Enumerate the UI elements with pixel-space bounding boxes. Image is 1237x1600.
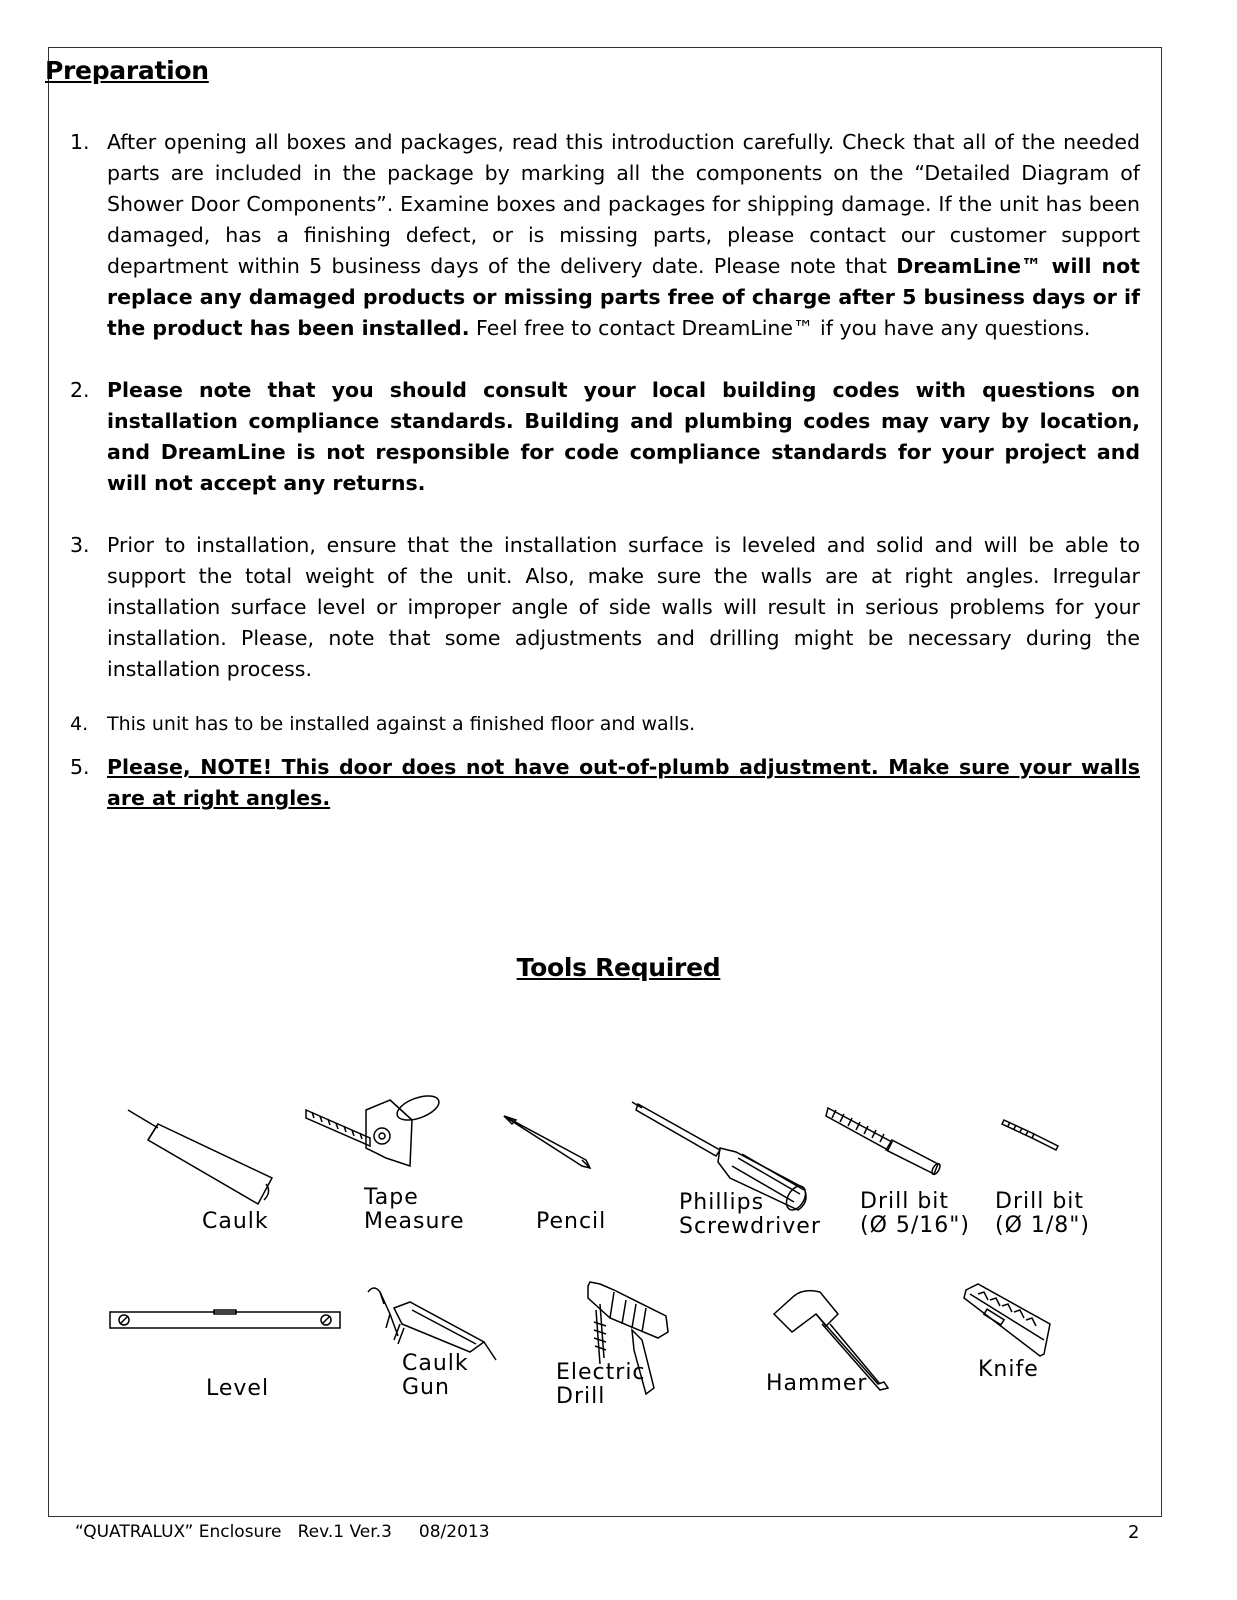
tool-label-line: Phillips bbox=[679, 1190, 765, 1215]
tool-label-line: Tape bbox=[364, 1185, 419, 1210]
item-number: 1. bbox=[70, 130, 90, 154]
drill-bit-small-icon bbox=[1000, 1116, 1065, 1158]
item-text: Prior to installation, ensure that the installation surface is leveled and solid and will be able to support the total weight of the unit. Also, make sure the walls are at right angles. Irregular installation surface level or improper angle of side walls will result in serious problems for your installation. Please, note that some adjustments and drilling might be necessary during the installation process. bbox=[107, 533, 1140, 681]
tool-label-line: Screwdriver bbox=[679, 1214, 821, 1239]
tool-label-pencil: Pencil bbox=[536, 1209, 607, 1234]
tool-label-tape-measure bbox=[364, 1186, 465, 1234]
tool-label-caulk-gun bbox=[402, 1352, 469, 1400]
level-icon bbox=[106, 1306, 344, 1334]
item-text: Feel free to contact DreamLine™ if you have any questions. bbox=[469, 316, 1091, 340]
tool-label-line: Measure bbox=[364, 1209, 465, 1234]
tool-label-drill-bit-large bbox=[860, 1190, 970, 1238]
tool-label-line: Drill bit bbox=[995, 1189, 1085, 1214]
item-text-bold: DreamLine™ will not replace any damaged products or missing parts free of charge after 5 business days or if the product has been installed. bbox=[107, 254, 1140, 340]
item-number: 4. bbox=[70, 713, 89, 735]
tool-label-line: Drill bbox=[556, 1384, 606, 1409]
tool-label-line: (Ø 5/16") bbox=[860, 1213, 970, 1238]
item-number: 5. bbox=[70, 755, 90, 779]
footer-document-info: “QUATRALUX” Enclosure Rev.1 Ver.3 08/2013 bbox=[75, 1522, 490, 1542]
section-title: Preparation bbox=[45, 56, 209, 85]
tool-label-caulk: Caulk bbox=[202, 1209, 269, 1234]
tool-label-screwdriver bbox=[679, 1191, 821, 1239]
item-text-bold-underline: Please, NOTE! This door does not have out-of-plumb adjustment. Make sure your walls are at right angles. bbox=[107, 755, 1140, 810]
footer-page-number: 2 bbox=[1128, 1522, 1140, 1543]
tool-label-drill-bit-small bbox=[995, 1190, 1090, 1238]
tool-label-line: Caulk bbox=[402, 1351, 469, 1376]
tool-label-line: Drill bit bbox=[860, 1189, 950, 1214]
tool-label-level: Level bbox=[206, 1376, 270, 1401]
drill-bit-large-icon bbox=[822, 1102, 947, 1180]
tools-title: Tools Required bbox=[516, 953, 721, 982]
utility-knife-icon bbox=[958, 1280, 1058, 1360]
item-number: 3. bbox=[70, 533, 90, 557]
caulk-tube-icon bbox=[120, 1100, 280, 1210]
tool-label-line: (Ø 1/8") bbox=[995, 1213, 1091, 1238]
tool-label-line: Gun bbox=[402, 1375, 450, 1400]
list-item bbox=[70, 709, 1140, 740]
tool-label-electric-drill bbox=[556, 1361, 646, 1409]
tool-label-line: Electric bbox=[556, 1360, 646, 1385]
list-item bbox=[70, 375, 1140, 499]
tape-measure-icon bbox=[300, 1092, 450, 1172]
tool-label-hammer: Hammer bbox=[766, 1371, 868, 1396]
item-text: After opening all boxes and packages, read this introduction carefully. Check that all of the needed parts are included in the package by marking all the components on the “Detailed Diagram of Shower Door Components”. Examine boxes and packages for shipping damage. If the unit has been damaged, has a finishing defect, or is missing parts, please contact our customer support department within 5 business days of the delivery date. Please note that bbox=[107, 130, 1140, 278]
item-text-bold: Please note that you should consult your local building codes with questions on installation compliance standards. Building and plumbing codes may vary by location, and DreamLine is not responsible for code compliance standards for your project and will not accept any returns. bbox=[107, 378, 1140, 495]
pencil-icon bbox=[500, 1110, 600, 1170]
tool-label-knife: Knife bbox=[978, 1357, 1039, 1382]
preparation-list bbox=[70, 127, 1140, 814]
item-number: 2. bbox=[70, 378, 90, 402]
item-text: This unit has to be installed against a finished floor and walls. bbox=[107, 713, 696, 735]
list-item bbox=[70, 752, 1140, 814]
list-item bbox=[70, 127, 1140, 344]
list-item bbox=[70, 530, 1140, 685]
